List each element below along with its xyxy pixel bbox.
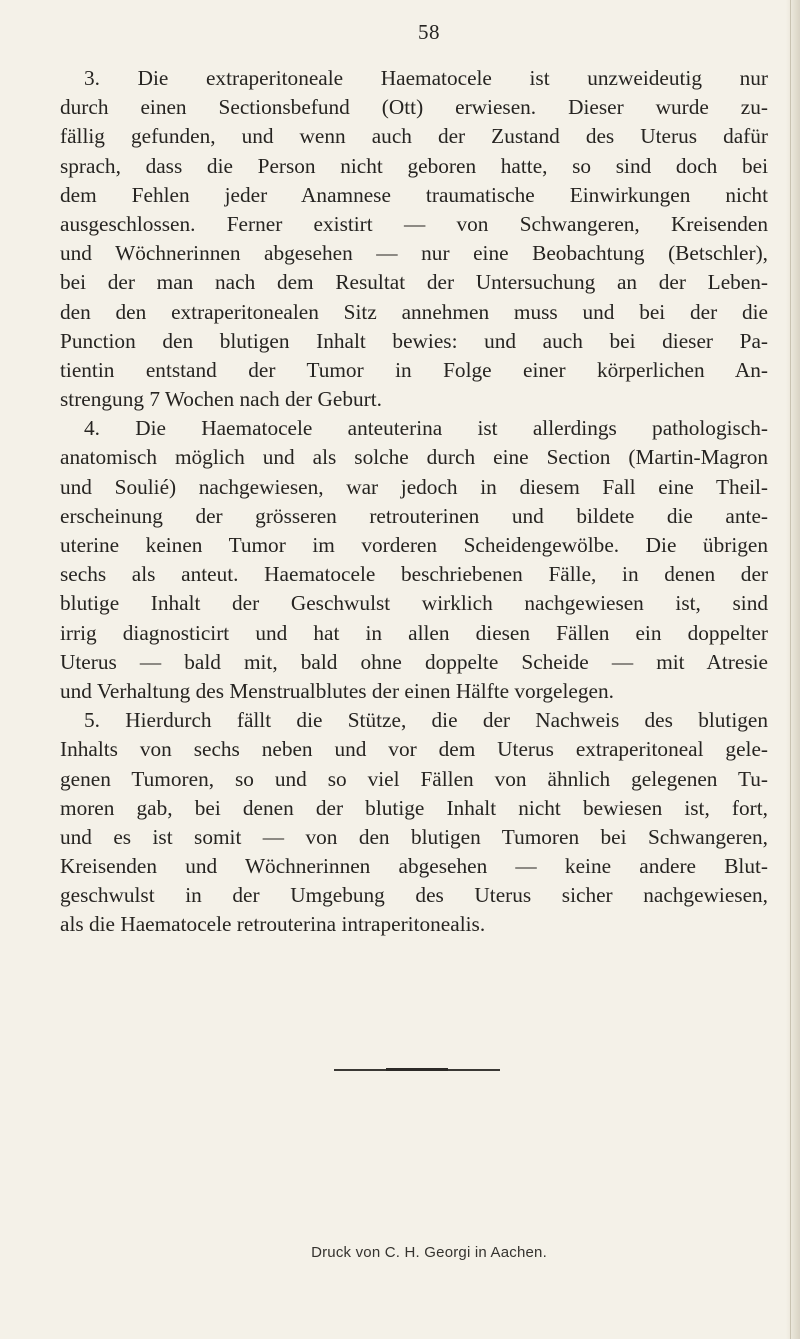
text-line: Punction den blutigen Inhalt bewies: und auch bei dieser Pa- (60, 328, 768, 353)
text-line: tientin entstand der Tumor in Folge einer körperlichen An- (60, 357, 768, 382)
printer-imprint: Druck von C. H. Georgi in Aachen. (311, 1244, 547, 1261)
text-line: 3. Die extraperitoneale Haematocele ist unzweideutig nur (84, 66, 768, 90)
text-line: und es ist somit — von den blutigen Tumoren bei Schwangeren, (60, 824, 768, 849)
text-line: strengung 7 Wochen nach der Geburt. (60, 387, 382, 412)
text-line: fällig gefunden, und wenn auch der Zustand des Uterus dafür (60, 124, 768, 149)
text-line: Kreisenden und Wöchnerinnen abgesehen — keine andere Blut- (60, 854, 768, 879)
text-line: Inhalts von sechs neben und vor dem Uterus extraperitoneal gele- (60, 737, 768, 762)
text-line: moren gab, bei denen der blutige Inhalt nicht bewiesen ist, fort, (60, 795, 768, 820)
text-line: 5. Hierdurch fällt die Stütze, die der Nachweis des blutigen (84, 708, 768, 733)
page-edge-shadow (786, 0, 800, 1339)
text-line: durch einen Sectionsbefund (Ott) erwiesen. Dieser wurde zu- (60, 95, 768, 120)
page-number: 58 (418, 20, 440, 44)
text-line: sechs als anteut. Haematocele beschriebenen Fälle, in denen der (60, 562, 768, 587)
text-line: ausgeschlossen. Ferner existirt — von Schwangeren, Kreisenden (60, 211, 768, 236)
text-line: geschwulst in der Umgebung des Uterus sicher nachgewiesen, (60, 883, 768, 908)
text-line: sprach, dass die Person nicht geboren hatte, so sind doch bei (60, 153, 768, 178)
text-line: uterine keinen Tumor im vorderen Scheidengewölbe. Die übrigen (60, 533, 768, 557)
end-rule (334, 1069, 500, 1071)
text-line: anatomisch möglich und als solche durch eine Section (Martin-Magron (60, 445, 768, 470)
text-line: erscheinung der grösseren retrouterinen und bildete die ante- (60, 503, 768, 528)
body-text (60, 64, 768, 940)
text-line: und Soulié) nachgewiesen, war jedoch in diesem Fall eine Theil- (60, 474, 768, 499)
page-edge-line (790, 0, 791, 1339)
text-line: Uterus — bald mit, bald ohne doppelte Scheide — mit Atresie (60, 649, 768, 674)
text-line: als die Haematocele retrouterina intraperitonealis. (60, 912, 486, 937)
text-line: blutige Inhalt der Geschwulst wirklich nachgewiesen ist, sind (60, 591, 768, 616)
text-line: den den extraperitonealen Sitz annehmen muss und bei der die (60, 299, 768, 324)
text-line: und Verhaltung des Menstrualblutes der einen Hälfte vorgelegen. (60, 678, 614, 703)
text-line: irrig diagnosticirt und hat in allen diesen Fällen ein doppelter (60, 620, 768, 645)
text-line: 4. Die Haematocele anteuterina ist allerdings pathologisch- (84, 416, 768, 441)
text-line: bei der man nach dem Resultat der Untersuchung an der Leben- (60, 270, 768, 295)
text-line: genen Tumoren, so und so viel Fällen von ähnlich gelegenen Tu- (60, 766, 768, 791)
text-line: dem Fehlen jeder Anamnese traumatische Einwirkungen nicht (60, 182, 768, 207)
text-line: und Wöchnerinnen abgesehen — nur eine Beobachtung (Betschler), (60, 241, 768, 266)
